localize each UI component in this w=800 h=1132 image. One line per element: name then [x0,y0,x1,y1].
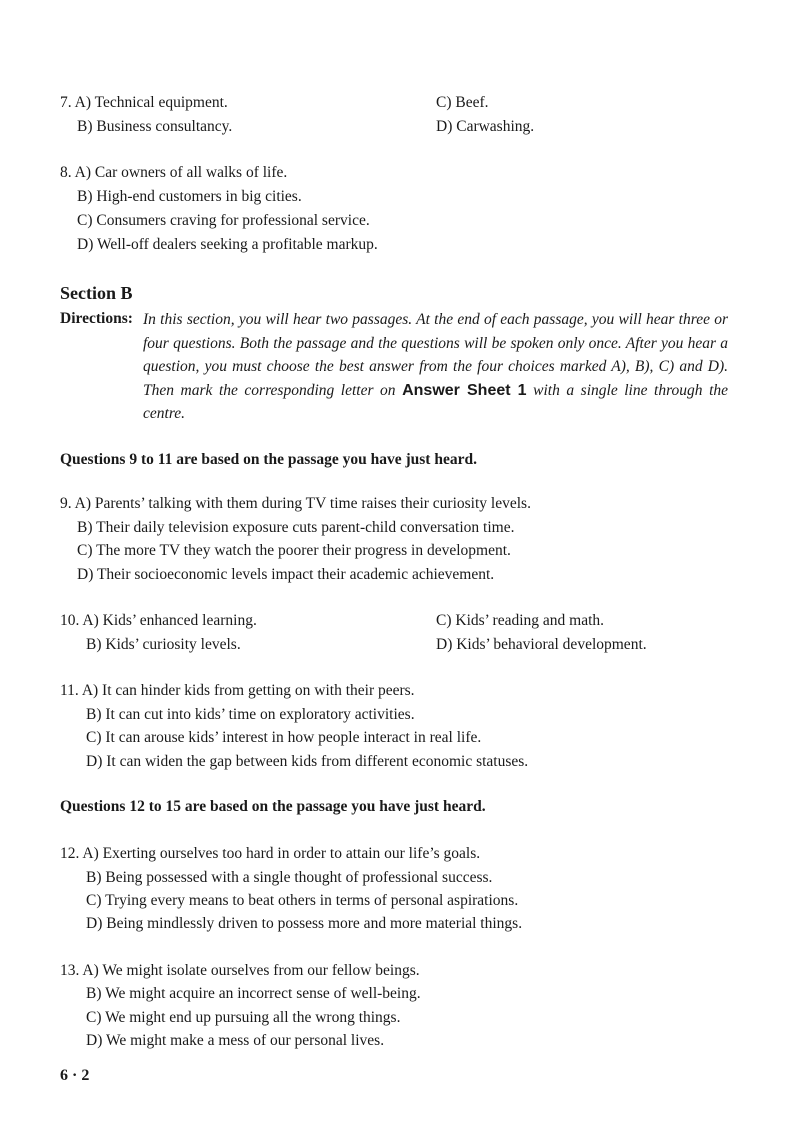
q12-option-c: C) Trying every means to beat others in terms of personal aspirations. [86,892,519,909]
q10-option-a: 10. A) Kids’ enhanced learning. [60,612,257,629]
q9-option-d: D) Their socioeconomic levels impact their academic achievement. [77,566,495,583]
q11-option-a: 11. A) It can hinder kids from getting on with their peers. [60,682,415,699]
q12-option-a: 12. A) Exerting ourselves too hard in order to attain our life’s goals. [60,845,481,862]
q8-option-c: C) Consumers craving for professional service. [77,212,370,229]
q8-option-d: D) Well-off dealers seeking a profitable markup. [77,236,378,253]
q8-option-b: B) High-end customers in big cities. [77,188,302,205]
q9-option-c: C) The more TV they watch the poorer their progress in development. [77,542,511,559]
q8-option-a: 8. A) Car owners of all walks of life. [60,164,288,181]
q7-option-d: D) Carwashing. [436,118,535,135]
q9-option-b: B) Their daily television exposure cuts parent-child conversation time. [77,519,515,536]
section-title: Section B [60,283,133,303]
directions-part2: with a single line through the centre. [143,381,729,422]
answer-sheet-label: Answer Sheet 1 [402,381,527,399]
q10-option-b: B) Kids’ curiosity levels. [86,636,241,653]
group1-heading: Questions 9 to 11 are based on the passage you have just heard. [60,451,477,468]
directions-label: Directions: [60,310,133,327]
directions-part1: In this section, you will hear two passages. At the end of each passage, you will hear three or four questions. Both the passage and the questions will be spoken only once. After you hear a question, you must choose the best answer from the four choices marked A), B), C) and D). Then mark the corresponding letter on [143,311,728,399]
q7-option-a: 7. A) Technical equipment. [60,94,228,111]
q12-option-b: B) Being possessed with a single thought of professional success. [86,869,493,886]
directions-text [143,308,728,426]
page-number: 6 · 2 [60,1067,90,1084]
q13-option-c: C) We might end up pursuing all the wrong things. [86,1009,401,1026]
q10-option-c: C) Kids’ reading and math. [436,612,605,629]
q7-option-b: B) Business consultancy. [77,118,233,135]
group2-heading: Questions 12 to 15 are based on the passage you have just heard. [60,798,486,815]
q12-option-d: D) Being mindlessly driven to possess more and more material things. [86,915,523,932]
q9-option-a: 9. A) Parents’ talking with them during TV time raises their curiosity levels. [60,495,531,512]
q13-option-a: 13. A) We might isolate ourselves from our fellow beings. [60,962,420,979]
q13-option-d: D) We might make a mess of our personal lives. [86,1032,385,1049]
q11-option-c: C) It can arouse kids’ interest in how people interact in real life. [86,729,482,746]
q7-option-c: C) Beef. [436,94,489,111]
q11-option-b: B) It can cut into kids’ time on exploratory activities. [86,706,415,723]
q10-option-d: D) Kids’ behavioral development. [436,636,647,653]
q13-option-b: B) We might acquire an incorrect sense of well-being. [86,985,421,1002]
q11-option-d: D) It can widen the gap between kids from different economic statuses. [86,753,529,770]
